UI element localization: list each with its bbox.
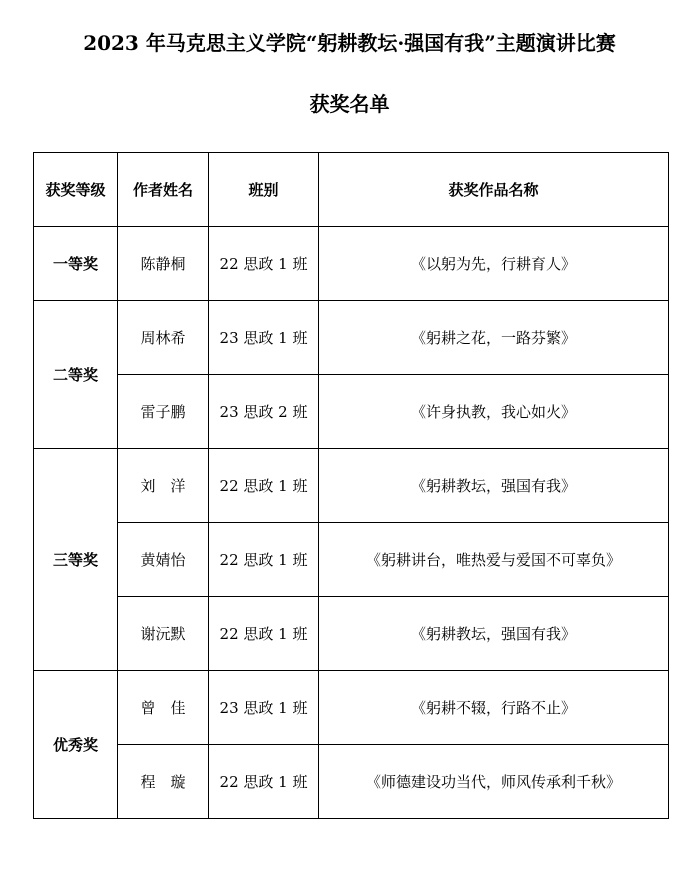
document-title: 2023 年马克思主义学院“躬耕教坛·强国有我”主题演讲比赛 [83, 31, 616, 55]
table-row [34, 745, 669, 819]
document-subtitle: 获奖名单 [309, 92, 390, 116]
award-level-second: 二等奖 [34, 301, 118, 449]
class-name: 22 思政 1 班 [209, 523, 319, 597]
award-level-third: 三等奖 [34, 449, 118, 671]
class-name: 23 思政 2 班 [209, 375, 319, 449]
header-class: 班别 [209, 153, 319, 227]
table-row [34, 671, 669, 745]
class-name: 22 思政 1 班 [209, 227, 319, 301]
class-name: 22 思政 1 班 [209, 449, 319, 523]
header-work: 获奖作品名称 [319, 153, 669, 227]
work-title: 《躬耕教坛，强国有我》 [319, 449, 669, 523]
author-name: 周林希 [118, 301, 209, 375]
work-title: 《躬耕之花，一路芬繁》 [319, 301, 669, 375]
award-level-first: 一等奖 [34, 227, 118, 301]
class-name: 23 思政 1 班 [209, 671, 319, 745]
work-title: 《师德建设功当代，师风传承利千秋》 [319, 745, 669, 819]
table-row [34, 301, 669, 375]
author-name: 程 璇 [118, 745, 209, 819]
table-row [34, 375, 669, 449]
author-name: 陈静桐 [118, 227, 209, 301]
author-name: 曾 佳 [118, 671, 209, 745]
table-row [34, 597, 669, 671]
work-title: 《许身执教，我心如火》 [319, 375, 669, 449]
class-name: 22 思政 1 班 [209, 745, 319, 819]
class-name: 23 思政 1 班 [209, 301, 319, 375]
class-name: 22 思政 1 班 [209, 597, 319, 671]
work-title: 《躬耕讲台，唯热爱与爱国不可辜负》 [319, 523, 669, 597]
header-level: 获奖等级 [34, 153, 118, 227]
table-row [34, 523, 669, 597]
work-title: 《躬耕不辍，行路不止》 [319, 671, 669, 745]
author-name: 刘 洋 [118, 449, 209, 523]
author-name: 雷子鹏 [118, 375, 209, 449]
header-name: 作者姓名 [118, 153, 209, 227]
work-title: 《躬耕教坛，强国有我》 [319, 597, 669, 671]
table-header-row [34, 153, 669, 227]
table-row [34, 227, 669, 301]
awards-table [33, 152, 669, 819]
work-title: 《以躬为先，行耕育人》 [319, 227, 669, 301]
author-name: 谢沅默 [118, 597, 209, 671]
award-level-honorable: 优秀奖 [34, 671, 118, 819]
table-row [34, 449, 669, 523]
author-name: 黄婧怡 [118, 523, 209, 597]
